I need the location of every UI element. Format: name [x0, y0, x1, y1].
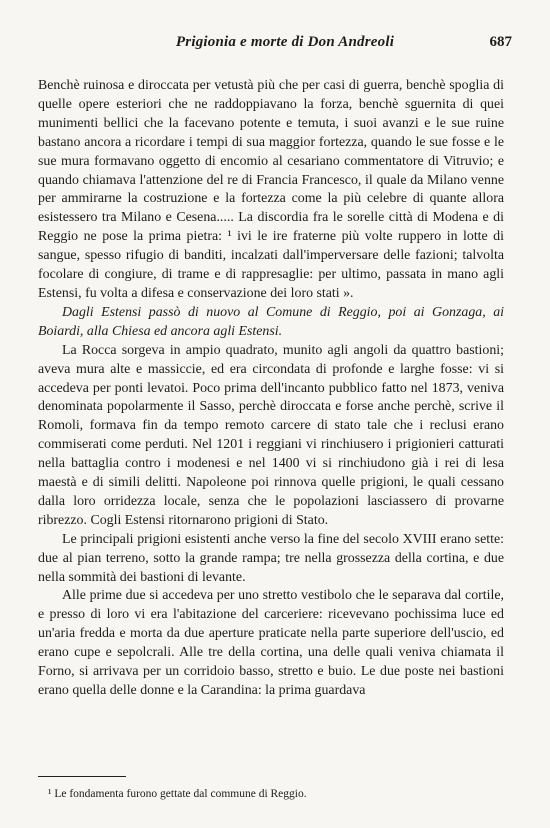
paragraph: La Rocca sorgeva in ampio quadrato, munito agli angoli da quattro bastioni; aveva mura alte e massiccie, ed era circondata di profonde e larghe fosse: vi si accedeva per ponti levatoi. Poco prima dell'incanto pubblico fatto nel 1873, veniva denominata popolarmente il Sasso, perchè diroccata e forse anche perchè, scrive il Romoli, formava fin da tempo remoto carcere di stato tale che i reclusi erano commiserati come perduti. Nel 1201 i reggiani vi rinchiusero i prigionieri catturati nella battaglia contro i modenesi e nel 1400 vi si rinchiudono già i rei di lesa maestà e di simili delitti. Napoleone poi rinnova quelle prigioni, le quali cessano dalla loro orridezza locale, senza che le popolazioni lasciassero di provarne ribrezzo. Cogli Estensi ritornarono prigioni di Stato. [38, 342, 504, 528]
body-text [38, 77, 504, 701]
paragraph: Dagli Estensi passò di nuovo al Comune di Reggio, poi ai Gonzaga, ai Boiardi, alla Chiesa ed ancora agli Estensi. [38, 304, 504, 339]
footnote-divider [38, 776, 126, 777]
paragraph: Le principali prigioni esistenti anche verso la fine del secolo XVIII erano sette: due al pian terreno, sotto la grande rampa; tre nella grossezza della cortina, e due nella sommità dei bastioni di levante. [38, 531, 504, 585]
paragraph: Benchè ruinosa e diroccata per vetustà più che per casi di guerra, benchè spoglia di quelle opere esteriori che ne raddoppiavano la forza, benchè sguernita di quei munimenti bellici che la facevano potente e temuta, i suoi avanzi e le sue ruine bastano ancora a ricordare i tempi di sua maggior fortezza, quando le sue fosse e le sue mura formavano oggetto di encomio al cesariano commentatore di Vitruvio; e quando chiamava l'attenzione del re di Francia Francesco, il quale da Milano venne per ammirarne la costruzione e la fortezza come la più celebre di quante allora esistessero tra Milano e Cesena..... La discordia fra le sorelle città di Modena e di Reggio ne pose la prima pietra: ¹ ivi le ire fraterne più volte ruppero in lotte di sangue, spesso rifugio di banditi, incalzati dall'imperversare delle fazioni; talvolta focolare di congiure, di trame e di rappresaglie: per ultimo, passata in mano agli Estensi, fu volta a difesa e conservazione dei loro stati ». [38, 78, 504, 301]
footnote: ¹ Le fondamenta furono gettate dal commune di Reggio. [48, 788, 307, 800]
page-number: 687 [489, 34, 512, 50]
running-title: Prigionia e morte di Don Andreoli [175, 34, 395, 50]
paragraph: Alle prime due si accedeva per uno stretto vestibolo che le separava dal cortile, e presso di loro vi era l'abitazione del carceriere: ricevevano pochissima luce ed un'aria fredda e morta da due aperture praticate nella parte superiore dell'uscio, ed erano cupe e sepolcrali. Alle tre della cortina, una delle quali veniva chiamata il Forno, si arrivava per un corridoio basso, stretto e buio. Le due poste nei bastioni erano quella delle donne e la Carandina: la prima guardava [38, 588, 504, 698]
